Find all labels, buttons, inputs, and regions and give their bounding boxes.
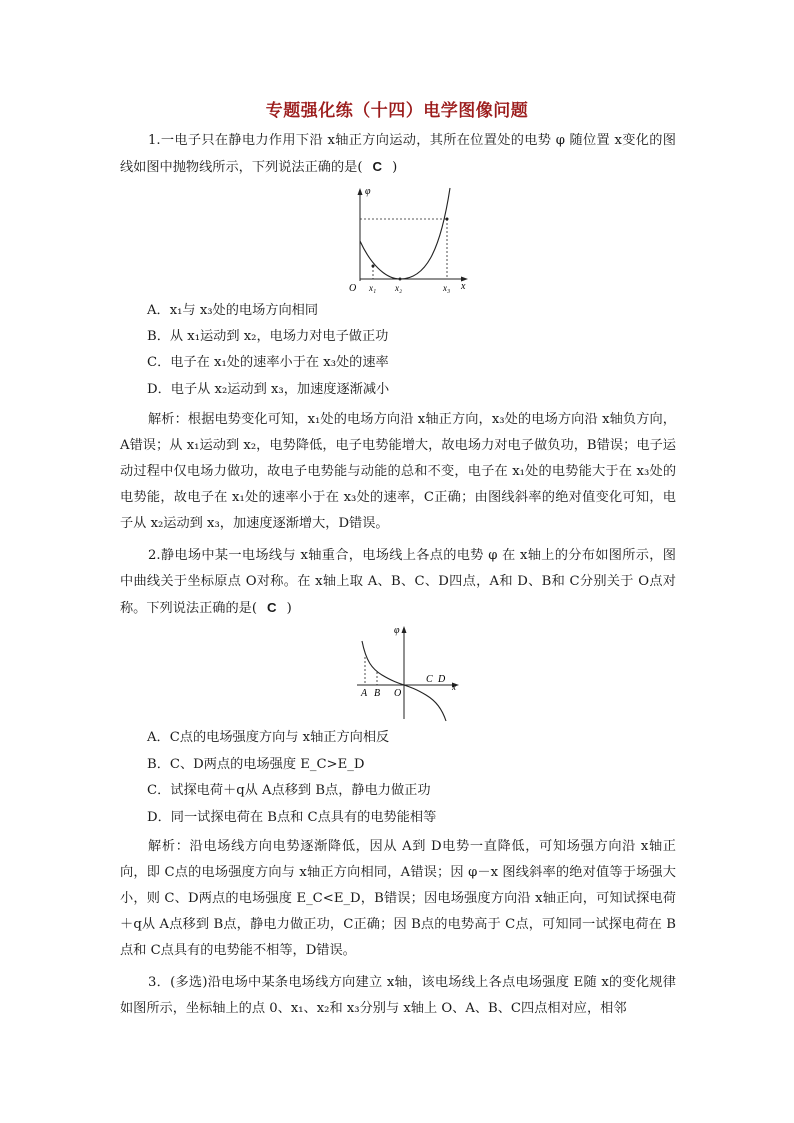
- question-2-figure: [352, 621, 467, 723]
- question-2-option-a: A．C点的电场强度方向与 x轴正方向相反: [147, 730, 390, 745]
- q2-x-label: x: [452, 682, 456, 692]
- q1-y-label: φ: [365, 186, 371, 197]
- q1-tick-x3: x₃: [443, 283, 451, 293]
- q2-point-c: C: [426, 674, 433, 685]
- q1-point-x1: [372, 265, 375, 268]
- q1-point-x3: [446, 218, 449, 221]
- question-1-option-c: C．电子在 x₁处的速率小于在 x₃处的速率: [147, 355, 389, 370]
- q1-tick-x1: x₁: [369, 283, 377, 293]
- question-2-option-d: D．同一试探电荷在 B点和 C点具有的电势能相等: [147, 810, 437, 825]
- question-1-option-a: A．x₁与 x₃处的电场方向相同: [147, 303, 319, 318]
- question-2-stem: [120, 543, 676, 622]
- q2-point-b: B: [374, 688, 381, 699]
- page-title: 专题强化练（十四）电学图像问题: [265, 101, 529, 121]
- question-1-analysis: 解析：根据电势变化可知，x₁处的电场方向沿 x轴正方向，x₃处的电场方向沿 x轴负方向，A错误；从 x₁运动到 x₂，电势降低，电子电势能增大，故电场力对电子做负功，B错误；电子运动过程中仅电场力做功，故电子电势能与动能的总和不变，电子在 x₁处的电势能大于在 x₃处的电势能，故电子在 x₁处的速率小于在 x₃处的速率，C正确；由图线斜率的绝对值变化可知，电子从 x₂运动到 x₃，加速度逐渐增大，D错误。: [120, 412, 676, 531]
- question-1-answer: C: [372, 159, 383, 174]
- question-1-option-d: D．电子从 x₂运动到 x₃，加速度逐渐减小: [147, 382, 390, 397]
- question-1-figure: [345, 183, 475, 295]
- question-2-analysis: 解析：沿电场线方向电势逐渐降低，因从 A到 D电势一直降低，可知场强方向沿 x轴正向，即 C点的电场强度方向与 x轴正方向相同，A错误；因 φ－x 图线斜率的绝对值等于场强大小，则 C、D两点的电场强度 E_C<E_D，B错误；因电场强度方向沿 x轴正向，可知试探电荷＋q从 A点移到 B点，静电力做正功，C正确；因 B点的电势高于 C点，可知同一试探电荷在 B点和 C点具有的电势能不相等，D错误。: [120, 839, 676, 958]
- q2-point-d: D: [438, 674, 446, 685]
- q1-point-x2: [399, 278, 402, 281]
- q1-origin-label: O: [349, 283, 357, 294]
- q2-y-arrow: [402, 626, 407, 633]
- question-2-answer: C: [267, 600, 277, 615]
- question-3-stem: 3．(多选)沿电场中某条电场线方向建立 x轴，该电场线上各点电场强度 E随 x的变化规律如图所示，坐标轴上的点 0、x₁、x₂和 x₃分别与 x轴上 O、A、B、C四点相对应，相邻: [120, 975, 676, 1016]
- q1-tick-x2: x₂: [395, 283, 403, 293]
- question-2-stem-text: 2.静电场中某一电场线与 x轴重合，电场线上各点的电势 φ 在 x轴上的分布如图所示，图中曲线关于坐标原点 O对称。在 x轴上取 A、B、C、D四点，A和 D、B和 C分别关于 O点对称。下列说法正确的是(: [120, 548, 676, 616]
- question-2-stem-end: ): [286, 601, 292, 616]
- question-1-stem-text: 1.一电子只在静电力作用下沿 x轴正方向运动，其所在位置处的电势 φ 随位置 x变化的图线如图中抛物线所示，下列说法正确的是(: [120, 133, 676, 175]
- q2-point-a: A: [361, 688, 368, 699]
- question-1-option-b: B．从 x₁运动到 x₂，电场力对电子做正功: [147, 329, 389, 344]
- q1-y-arrow: [358, 188, 363, 195]
- question-1-stem-end: ): [392, 160, 398, 175]
- q1-x-label: x: [461, 281, 466, 292]
- question-2-option-b: B．C、D两点的电场强度 E_C>E_D: [147, 757, 365, 772]
- q2-origin-label: O: [394, 688, 402, 699]
- question-1-stem: [120, 128, 676, 181]
- q2-y-label: φ: [394, 625, 400, 636]
- question-2-option-c: C．试探电荷＋q从 A点移到 B点，静电力做正功: [147, 783, 431, 798]
